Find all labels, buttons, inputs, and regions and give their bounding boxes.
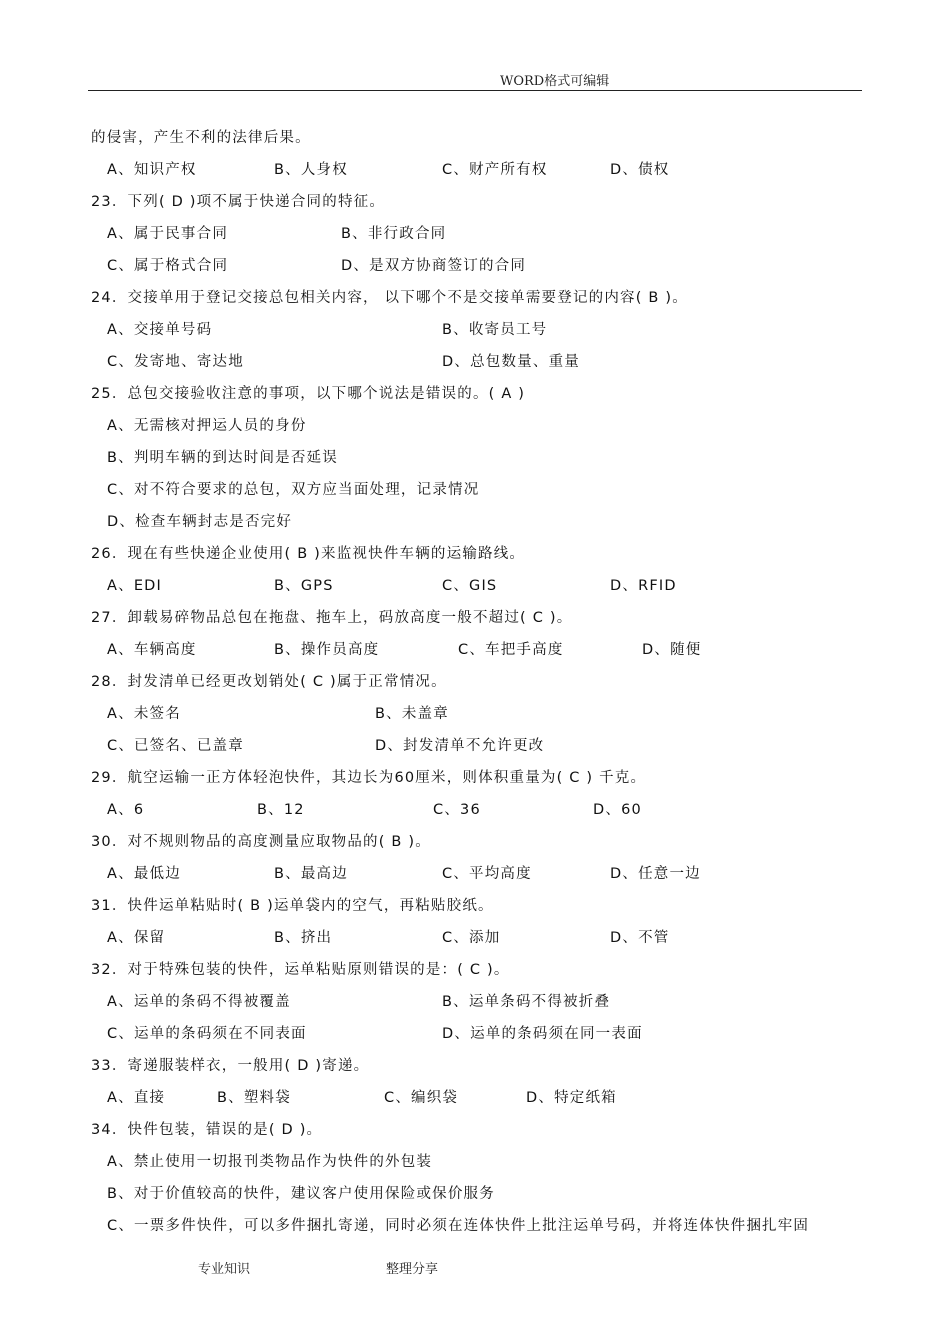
answer-option: D、特定纸箱 [526,1090,617,1106]
question-text: 29．航空运输一正方体轻泡快件，其边长为60厘米，则体积重量为( C ) 千克。 [91,770,647,786]
answer-option: A、属于民事合同 [107,226,229,242]
text-line: A、禁止使用一切报刊类物品作为快件的外包装 [107,1154,433,1170]
answer-option: A、保留 [107,930,166,946]
question-text: 33．寄递服装样衣，一般用( D )寄递。 [91,1058,370,1074]
text-line: B、对于价值较高的快件，建议客户使用保险或保价服务 [107,1186,495,1202]
answer-option: D、随便 [642,642,702,658]
footer-left-text: 专业知识 [198,1262,251,1277]
answer-option: B、操作员高度 [274,642,380,658]
text-line: 的侵害，产生不利的法律后果。 [91,130,311,146]
answer-option: A、EDI [107,578,163,594]
answer-option: B、GPS [274,578,334,594]
answer-option: D、是双方协商签订的合同 [341,258,527,274]
question-text: 27．卸载易碎物品总包在拖盘、拖车上，码放高度一般不超过( C )。 [91,610,573,626]
answer-option: B、未盖章 [375,706,449,722]
answer-option: B、非行政合同 [341,226,447,242]
answer-option: D、债权 [610,162,670,178]
answer-option: D、运单的条码须在同一表面 [442,1026,643,1042]
answer-option: C、36 [433,802,481,818]
answer-option: D、任意一边 [610,866,701,882]
page-footer [0,1258,950,1282]
answer-option: A、直接 [107,1090,166,1106]
question-text: 26．现在有些快递企业使用( B )来监视快件车辆的运输路线。 [91,546,526,562]
answer-option: C、GIS [442,578,498,594]
answer-option: A、未签名 [107,706,181,722]
question-text: 23．下列( D )项不属于快递合同的特征。 [91,194,386,210]
text-line: C、对不符合要求的总包，双方应当面处理，记录情况 [107,482,480,498]
text-line: C、一票多件快件，可以多件捆扎寄递，同时必须在连体快件上批注运单号码，并将连体快件捆扎牢固 [107,1218,810,1234]
answer-option: D、不管 [610,930,670,946]
answer-option: B、挤出 [274,930,333,946]
question-text: 32．对于特殊包装的快件，运单粘贴原则错误的是：( C )。 [91,962,510,978]
answer-option: C、属于格式合同 [107,258,229,274]
answer-option: D、封发清单不允许更改 [375,738,545,754]
text-line: A、无需核对押运人员的身份 [107,418,307,434]
answer-option: A、最低边 [107,866,181,882]
footer-right-text: 整理分享 [386,1262,439,1277]
answer-option: C、已签名、已盖章 [107,738,244,754]
answer-option: C、平均高度 [442,866,532,882]
question-text: 31．快件运单粘贴时( B )运单袋内的空气，再粘贴胶纸。 [91,898,494,914]
text-line: D、检查车辆封志是否完好 [107,514,293,530]
answer-option: A、知识产权 [107,162,197,178]
answer-option: D、60 [593,802,642,818]
answer-option: B、12 [257,802,305,818]
answer-option: B、人身权 [274,162,348,178]
answer-option: C、车把手高度 [458,642,564,658]
answer-option: D、RFID [610,578,677,594]
question-text: 34．快件包装，错误的是( D )。 [91,1122,323,1138]
answer-option: C、运单的条码须在不同表面 [107,1026,307,1042]
question-text: 24．交接单用于登记交接总包相关内容， 以下哪个不是交接单需要登记的内容( B )。 [91,290,688,306]
answer-option: B、运单条码不得被折叠 [442,994,611,1010]
question-text: 30．对不规则物品的高度测量应取物品的( B )。 [91,834,431,850]
answer-option: B、最高边 [274,866,348,882]
question-text: 25．总包交接验收注意的事项，以下哪个说法是错误的。( A ) [91,386,526,402]
answer-option: C、编织袋 [384,1090,459,1106]
answer-option: A、交接单号码 [107,322,213,338]
text-line: B、判明车辆的到达时间是否延误 [107,450,338,466]
answer-option: A、运单的条码不得被覆盖 [107,994,291,1010]
answer-option: B、塑料袋 [217,1090,291,1106]
answer-option: C、添加 [442,930,501,946]
question-text: 28．封发清单已经更改划销处( C )属于正常情况。 [91,674,447,690]
answer-option: A、6 [107,802,145,818]
answer-option: D、总包数量、重量 [442,354,580,370]
header-text: WORD格式可编辑 [500,74,610,89]
answer-option: C、发寄地、寄达地 [107,354,244,370]
answer-option: C、财产所有权 [442,162,548,178]
answer-option: B、收寄员工号 [442,322,548,338]
answer-option: A、车辆高度 [107,642,197,658]
